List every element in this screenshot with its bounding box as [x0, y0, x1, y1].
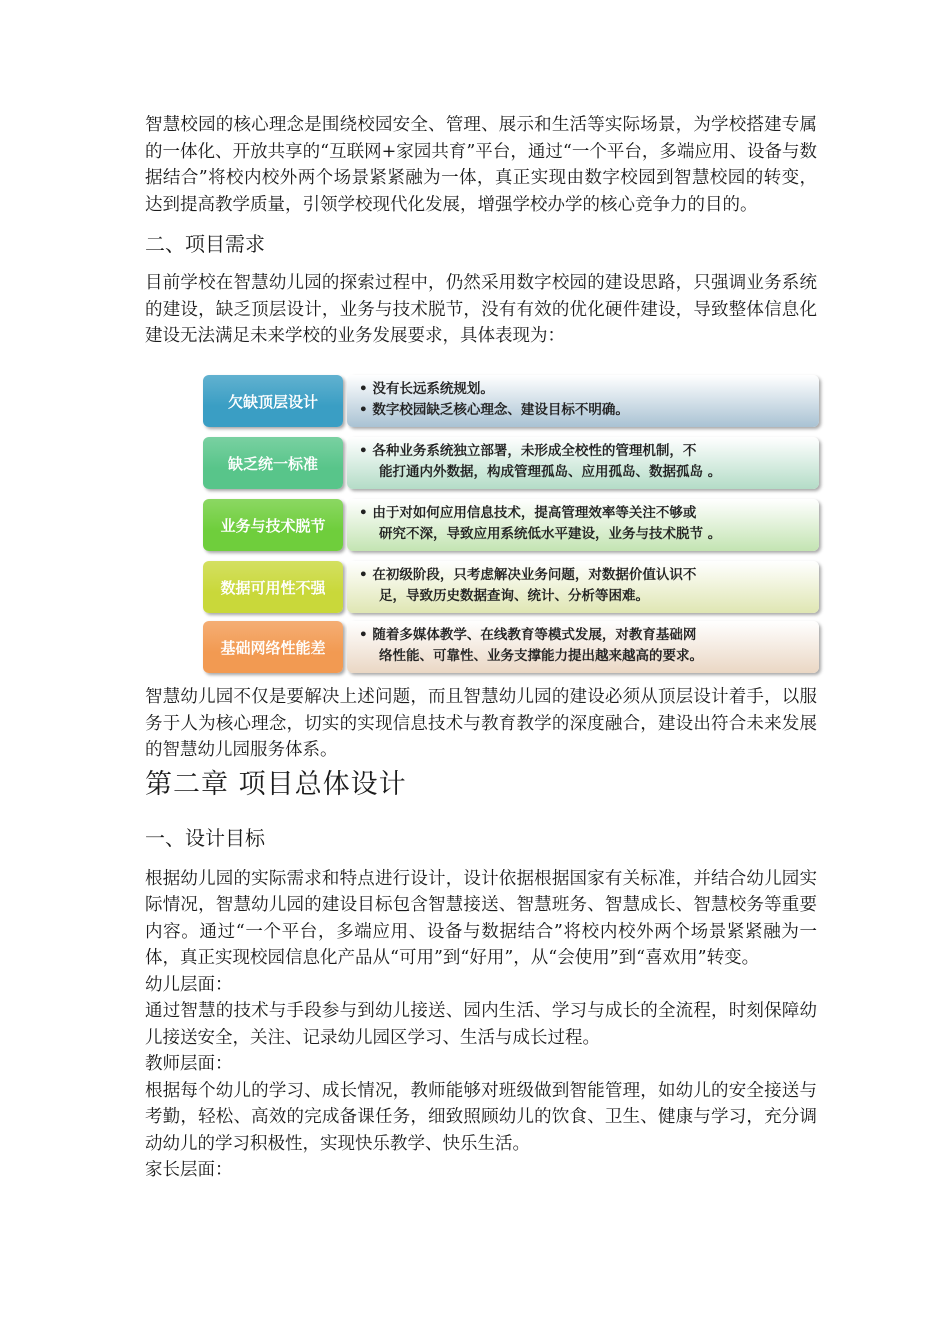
requirements-paragraph: 目前学校在智慧幼儿园的探索过程中，仍然采用数字校园的建设思路，只强调业务系统的建设，缺乏顶层设计，业务与技术脱节，没有有效的优化硬件建设，导致整体信息化建设无法满足未来学校的业务发展要求，具体表现为：	[145, 273, 817, 346]
child-level-label: 幼儿层面：	[145, 974, 233, 995]
diagram-detail-line: • 由于对如何应用信息技术，提高管理效率等关注不够或	[359, 505, 697, 521]
teacher-level-text: 根据每个幼儿的学习、成长情况，教师能够对班级做到智能管理，如幼儿的安全接送与考勤，轻松、高效的完成备课任务，细致照顾幼儿的饮食、卫生、健康与学习，充分调动幼儿的学习积极性，实现快乐教学、快乐生活。	[145, 1080, 817, 1154]
diagram-row	[201, 437, 823, 489]
diagram-detail-line: 络性能、可靠性、业务支撑能力提出越来越高的要求。	[379, 648, 703, 664]
diagram-row-label: 缺乏统一标准	[203, 437, 343, 489]
diagram-row-detail	[347, 375, 819, 427]
diagram-row-label: 基础网络性能差	[203, 621, 343, 673]
goals-paragraph: 根据幼儿园的实际需求和特点进行设计，设计依据根据国家有关标准，并结合幼儿园实际情况，智慧幼儿园的建设目标包含智慧接送、智慧班务、智慧成长、智慧校务等重要内容。通过“一个平台，多端应用、设备与数据结合”将校内校外两个场景紧紧融为一体，真正实现校园信息化产品从“可用”到“好用”，从“会使用”到“喜欢用”转变。	[145, 868, 817, 968]
after-diagram-paragraph: 智慧幼儿园不仅是要解决上述问题，而且智慧幼儿园的建设必须从顶层设计着手，以服务于人为核心理念，切实的实现信息技术与教育教学的深度融合，建设出符合未来发展的智慧幼儿园服务体系。	[145, 687, 817, 760]
diagram-row-detail	[347, 621, 819, 673]
teacher-level-label: 教师层面：	[145, 1054, 233, 1074]
intro-paragraph: 智慧校园的核心理念是围绕校园安全、管理、展示和生活等实际场景，为学校搭建专属的一体化、开放共享的“互联网+家园共育”平台，通过“一个平台，多端应用、设备与数据结合”将校内校外两个场景紧紧融为一体，真正实现由数字校园到智慧校园的转变，达到提高教学质量，引领学校现代化发展，增强学校办学的核心竞争力的目的。	[145, 115, 817, 215]
requirements-diagram	[201, 375, 823, 673]
diagram-detail-line: • 数字校园缺乏核心理念、建设目标不明确。	[359, 402, 629, 418]
diagram-detail-line: • 没有长远系统规划。	[359, 381, 494, 397]
diagram-row	[201, 375, 823, 427]
parent-level-label: 家长层面：	[145, 1160, 233, 1180]
document-body-lower	[145, 684, 817, 1184]
diagram-detail-line: • 在初级阶段，只考虑解决业务问题，对数据价值认识不	[359, 567, 697, 583]
diagram-detail-line: 研究不深，导致应用系统低水平建设，业务与技术脱节 。	[379, 526, 722, 542]
diagram-detail-line: • 随着多媒体教学、在线教育等模式发展，对教育基础网	[359, 627, 697, 643]
diagram-row-detail	[347, 499, 819, 551]
chapter-title: 第二章 项目总体设计	[145, 768, 407, 800]
document-body	[145, 112, 817, 350]
diagram-detail-line: 足，导致历史数据查询、统计、分析等困难。	[379, 588, 649, 604]
diagram-detail-line: • 各种业务系统独立部署，未形成全校性的管理机制，不	[359, 443, 697, 459]
diagram-row	[201, 561, 823, 613]
diagram-row-detail	[347, 437, 819, 489]
diagram-row-label: 数据可用性不强	[203, 561, 343, 613]
child-level-text: 通过智慧的技术与手段参与到幼儿接送、园内生活、学习与成长的全流程，时刻保障幼儿接送安全，关注、记录幼儿园区学习、生活与成长过程。	[145, 1001, 817, 1048]
diagram-row-label: 欠缺顶层设计	[203, 375, 343, 427]
section-heading-goals: 一、设计目标	[145, 825, 265, 850]
diagram-row-label: 业务与技术脱节	[203, 499, 343, 551]
section-heading-requirements: 二、项目需求	[145, 232, 265, 256]
diagram-row	[201, 499, 823, 551]
diagram-row-detail	[347, 561, 819, 613]
diagram-detail-line: 能打通内外数据，构成管理孤岛、应用孤岛、数据孤岛 。	[379, 464, 722, 480]
diagram-row	[201, 621, 823, 673]
